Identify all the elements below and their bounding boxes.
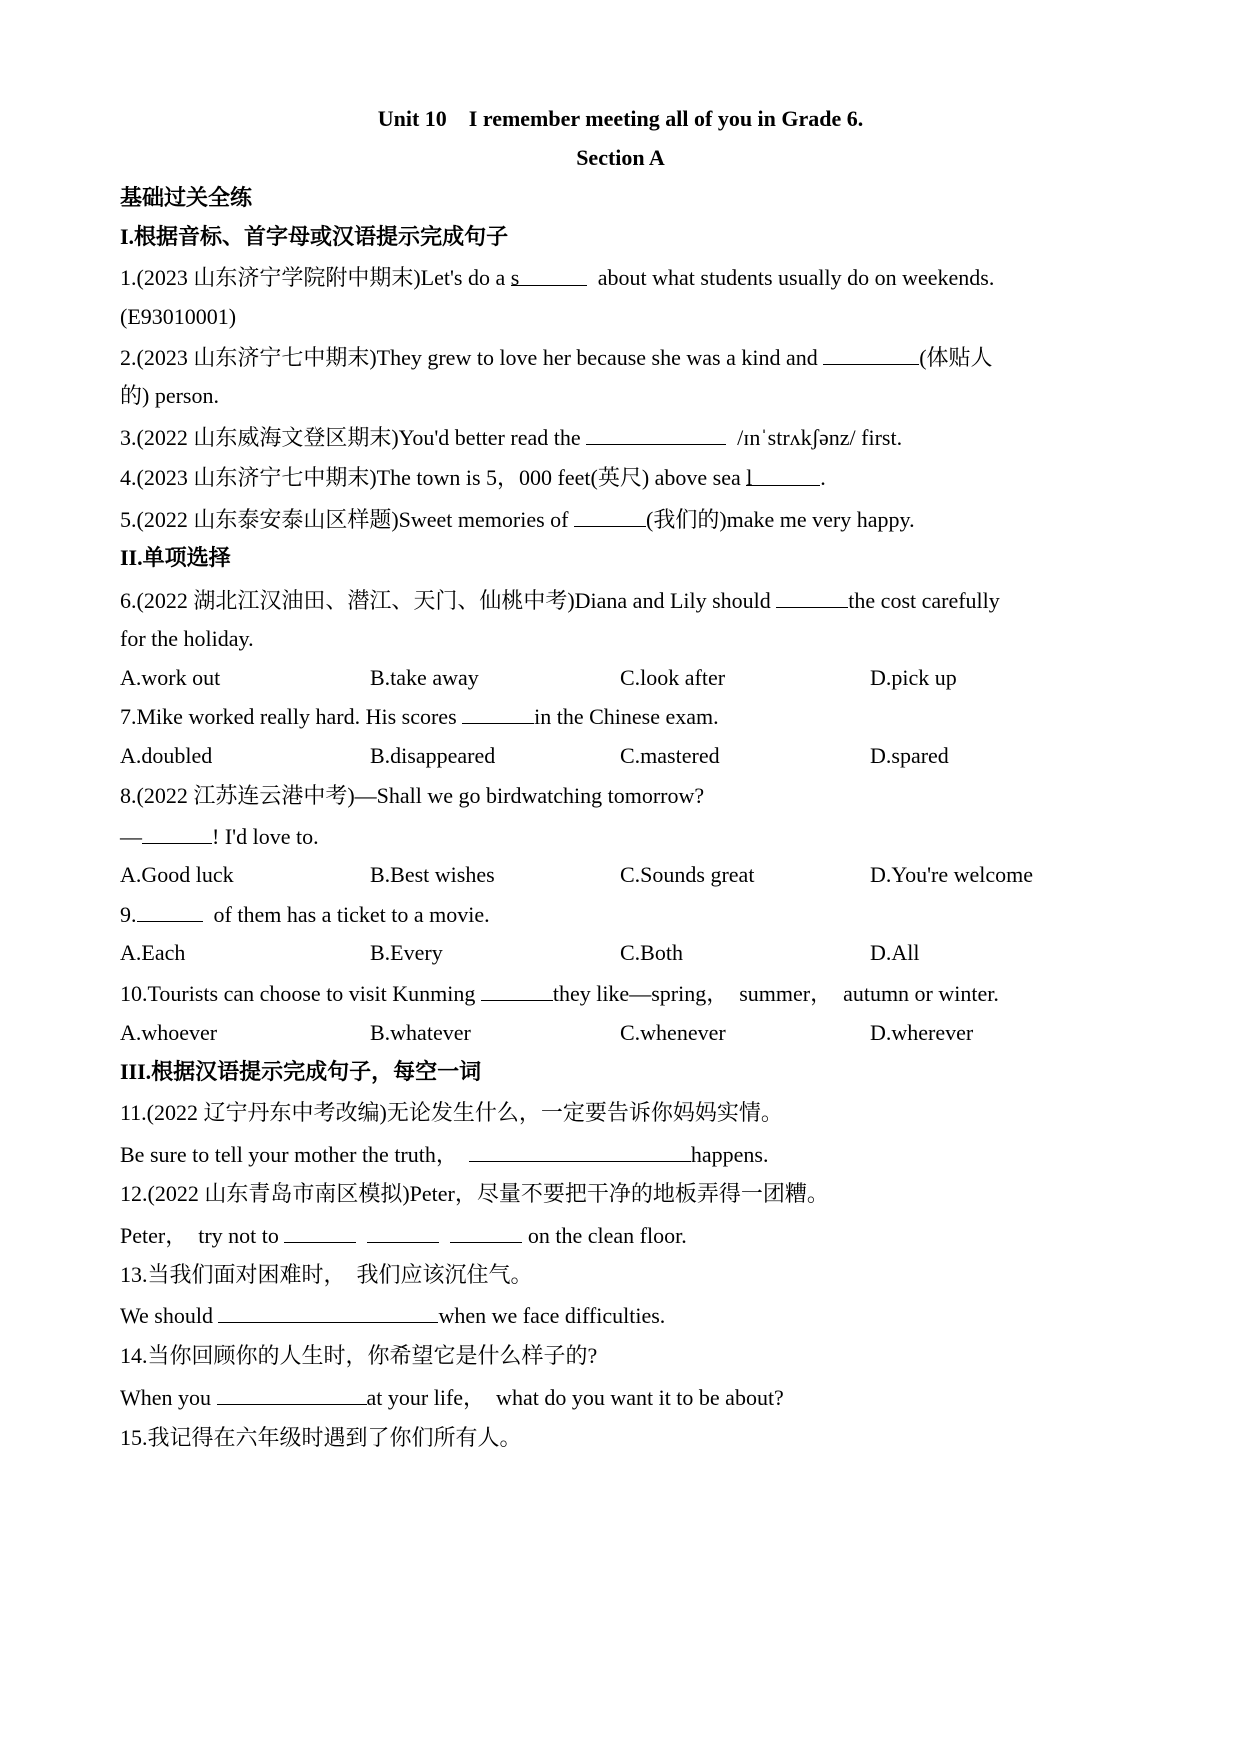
question-1: 1.(2023 山东济宁学院附中期末)Let's do a s about what students usually do on weekends. [120,265,995,290]
answer-blank[interactable] [284,1220,356,1243]
answer-blank[interactable]: s [511,263,587,286]
question-15: 15.我记得在六年级时遇到了你们所有人。 [120,1425,522,1450]
question-14-en: When you at your life， what do you want it to be about? [120,1382,784,1413]
option-c[interactable]: C.Sounds great [620,862,755,887]
question-10: 10.Tourists can choose to visit Kunming they like—spring， summer， autumn or winter. [120,978,999,1009]
option-c[interactable]: C.Both [620,940,683,965]
option-b[interactable]: B.Every [370,940,443,965]
option-b[interactable]: B.Best wishes [370,862,495,887]
section-heading-3: III.根据汉语提示完成句子，每空一词 [120,1059,482,1084]
answer-blank[interactable] [574,504,646,527]
option-a[interactable]: A.whoever [120,1020,218,1045]
option-a[interactable]: A.Good luck [120,862,234,887]
answer-blank[interactable] [367,1220,439,1243]
question-4: 4.(2023 山东济宁七中期末)The town is 5，000 feet(英尺) above sea l . [120,465,826,490]
answer-blank[interactable] [217,1382,367,1405]
question-9: 9. of them has a ticket to a movie. [120,899,490,930]
question-6: 6.(2022 湖北江汉油田、潜江、天门、仙桃中考)Diana and Lily should the cost carefully [120,585,1000,616]
answer-blank[interactable] [462,701,534,724]
option-d[interactable]: D.All [870,940,920,965]
option-c[interactable]: C.mastered [620,743,720,768]
question-3: 3.(2022 山东威海文登区期末)You'd better read the /ɪnˈstrʌkʃənz/ first. [120,422,902,453]
answer-blank[interactable] [481,978,553,1001]
question-6-cont: for the holiday. [120,626,254,651]
option-d[interactable]: D.spared [870,743,949,768]
section-heading-2: II.单项选择 [120,545,231,570]
option-d[interactable]: D.wherever [870,1020,974,1045]
answer-blank[interactable] [450,1220,522,1243]
option-a[interactable]: A.doubled [120,743,213,768]
answer-blank[interactable] [469,1139,691,1162]
option-a[interactable]: A.Each [120,940,186,965]
answer-blank[interactable]: l [746,463,820,486]
question-11-en: Be sure to tell your mother the truth， happens. [120,1139,768,1170]
section-heading-1: I.根据音标、首字母或汉语提示完成句子 [120,224,509,249]
answer-blank[interactable] [823,342,919,365]
question-12-en: Peter， try not to on the clean floor. [120,1220,687,1251]
question-1-code: (E93010001) [120,304,237,329]
answer-blank[interactable] [137,899,203,922]
option-b[interactable]: B.disappeared [370,743,496,768]
option-c[interactable]: C.look after [620,665,726,690]
option-b[interactable]: B.take away [370,665,479,690]
question-13: 13.当我们面对困难时， 我们应该沉住气。 [120,1262,533,1287]
option-c[interactable]: C.whenever [620,1020,726,1045]
question-7: 7.Mike worked really hard. His scores in the Chinese exam. [120,701,719,732]
question-8-reply: — ! I'd love to. [120,821,319,852]
question-2: 2.(2023 山东济宁七中期末)They grew to love her because she was a kind and (体贴人 [120,342,993,373]
question-11: 11.(2022 辽宁丹东中考改编)无论发生什么，一定要告诉你妈妈实情。 [120,1100,783,1125]
answer-blank[interactable] [218,1300,438,1323]
option-d[interactable]: D.You're welcome [870,862,1034,887]
question-13-en: We should when we face difficulties. [120,1300,665,1331]
option-d[interactable]: D.pick up [870,665,957,690]
practice-heading: 基础过关全练 [120,185,253,210]
question-5: 5.(2022 山东泰安泰山区样题)Sweet memories of (我们的)make me very happy. [120,504,915,535]
answer-blank[interactable] [586,422,726,445]
question-14: 14.当你回顾你的人生时，你希望它是什么样子的? [120,1343,598,1368]
question-12: 12.(2022 山东青岛市南区模拟)Peter，尽量不要把干净的地板弄得一团糟。 [120,1181,829,1206]
option-a[interactable]: A.work out [120,665,221,690]
answer-blank[interactable] [142,821,212,844]
question-2-cont: 的) person. [120,383,219,408]
answer-blank[interactable] [776,585,848,608]
section-title: Section A [576,145,665,170]
unit-title: Unit 10 I remember meeting all of you in Grade 6. [377,106,864,131]
option-b[interactable]: B.whatever [370,1020,471,1045]
question-8: 8.(2022 江苏连云港中考)—Shall we go birdwatching tomorrow? [120,783,705,808]
